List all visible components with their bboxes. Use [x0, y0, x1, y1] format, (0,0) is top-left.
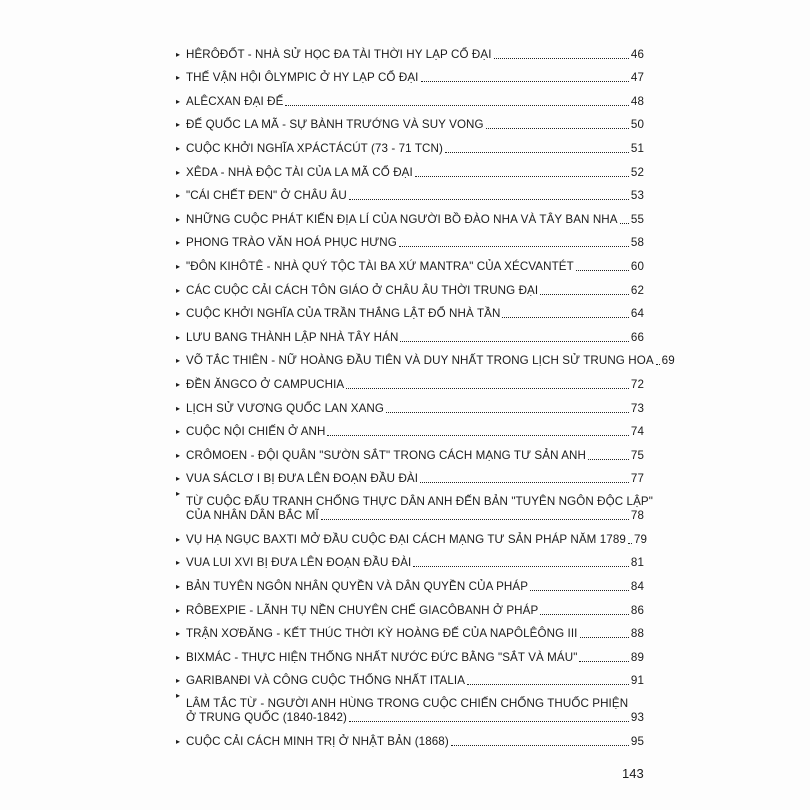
toc-entry: [176, 227, 644, 251]
toc-entry-title: "CÁI CHẾT ĐEN" Ở CHÂU ÂU: [186, 189, 347, 203]
toc-entry: [176, 62, 644, 86]
dot-leader: [285, 105, 628, 106]
page-number: 143: [622, 766, 644, 781]
dot-leader: [420, 482, 629, 483]
bullet-arrow-icon: ▸: [176, 261, 181, 271]
toc-entry-title: VÕ TẮC THIÊN - NỮ HOÀNG ĐẦU TIÊN VÀ DUY NHẤT TRONG LỊCH SỬ TRUNG HOA: [186, 354, 654, 368]
toc-entry-page: 91: [630, 674, 644, 688]
bullet-arrow-icon: ▸: [176, 356, 181, 366]
dot-leader: [413, 566, 629, 567]
toc-entry-title: LÂM TẮC TỪ - NGƯỜI ANH HÙNG TRONG CUỘC CHIẾN CHỐNG THUỐC PHIỆN: [186, 697, 629, 711]
dot-leader: [620, 223, 629, 224]
dot-leader: [445, 152, 629, 153]
dot-leader: [530, 590, 629, 591]
table-of-contents: [176, 38, 675, 749]
toc-entry-title: PHONG TRÀO VĂN HOÁ PHỤC HƯNG: [186, 236, 397, 250]
bullet-arrow-icon: ▸: [176, 285, 181, 295]
dot-leader: [540, 614, 629, 615]
toc-entry-page: 50: [630, 118, 644, 132]
dot-leader: [349, 199, 629, 200]
toc-entry-page: 46: [630, 47, 644, 61]
toc-entry-title: HÊRÔĐỐT - NHÀ SỬ HỌC ĐA TÀI THỜI HY LẠP CỔ ĐẠI: [186, 47, 492, 61]
bullet-arrow-icon: ▸: [176, 652, 181, 662]
dot-leader: [451, 745, 629, 746]
bullet-arrow-icon: ▸: [176, 403, 181, 413]
bullet-arrow-icon: ▸: [176, 629, 181, 639]
toc-entry-title: NHỮNG CUỘC PHÁT KIẾN ĐỊA LÍ CỦA NGƯỜI BỒ ĐÀO NHA VÀ TÂY BAN NHA: [186, 212, 618, 226]
toc-entry-page: 48: [630, 94, 644, 108]
bullet-arrow-icon: ▸: [176, 582, 181, 592]
toc-entry-page: 55: [630, 212, 644, 226]
toc-entry-page: 72: [630, 377, 644, 391]
toc-entry-page: 64: [630, 307, 644, 321]
toc-entry: [176, 203, 644, 227]
dot-leader: [415, 176, 629, 177]
bullet-arrow-icon: ▸: [176, 167, 181, 177]
dot-leader: [421, 81, 629, 82]
toc-entry-page: 51: [630, 141, 644, 155]
toc-entry-page: 93: [630, 711, 644, 725]
dot-leader: [540, 294, 629, 295]
toc-entry-title-continued: Ở TRUNG QUỐC (1840-1842): [186, 711, 347, 725]
dot-leader: [467, 684, 629, 685]
bullet-arrow-icon: ▸: [176, 49, 181, 59]
bullet-arrow-icon: ▸: [176, 737, 181, 747]
toc-entry-title: THẾ VẬN HỘI ÔLYMPIC Ở HY LẠP CỔ ĐẠI: [186, 71, 419, 85]
bullet-arrow-icon: ▸: [176, 238, 181, 248]
toc-entry: [176, 594, 644, 618]
toc-entry-page: 62: [630, 283, 644, 297]
toc-entry: [176, 132, 644, 156]
toc-entry: [176, 486, 653, 523]
toc-entry-page: 52: [630, 165, 644, 179]
bullet-arrow-icon: ▸: [176, 676, 181, 686]
toc-entry-page: 73: [630, 401, 644, 415]
dot-leader: [656, 364, 660, 365]
bullet-arrow-icon: ▸: [176, 474, 181, 484]
toc-entry: [176, 641, 644, 665]
toc-entry: [176, 368, 644, 392]
toc-entry-title: CUỘC NỘI CHIẾN Ở ANH: [186, 425, 326, 439]
bullet-arrow-icon: ▸: [176, 558, 181, 568]
toc-entry: [176, 156, 644, 180]
toc-entry-title: "ĐÔN KIHÔTÊ - NHÀ QUÝ TỘC TÀI BA XỨ MANTRA" CỦA XÉCVANTÉT: [186, 259, 574, 273]
bullet-arrow-icon: ▸: [176, 379, 181, 389]
dot-leader: [321, 519, 629, 520]
toc-entry-title: TRẬN XƠĐĂNG - KẾT THÚC THỜI KỲ HOÀNG ĐẾ CỦA NAPÔLÊÔNG III: [186, 627, 578, 641]
toc-entry: [176, 439, 644, 463]
toc-entry-title: XÊDA - NHÀ ĐỘC TÀI CỦA LA MÃ CỔ ĐẠI: [186, 165, 413, 179]
dot-leader: [579, 661, 628, 662]
toc-entry-title: VỤ HẠ NGỤC BAXTI MỞ ĐẦU CUỘC ĐẠI CÁCH MẠNG TƯ SẢN PHÁP NĂM 1789: [186, 532, 626, 546]
bullet-arrow-icon: ▸: [176, 309, 181, 319]
toc-entry-page: 84: [630, 580, 644, 594]
dot-leader: [327, 435, 628, 436]
toc-entry: [176, 321, 644, 345]
toc-entry-title: RÔBEXPIE - LÃNH TỤ NỀN CHUYÊN CHẾ GIACÔBANH Ở PHÁP: [186, 603, 539, 617]
toc-entry-page: 95: [630, 735, 644, 749]
toc-entry-title: CUỘC KHỞI NGHĨA XPÁCTÁCÚT (73 - 71 TCN): [186, 141, 443, 155]
toc-entry: [176, 618, 644, 642]
toc-entry: [176, 688, 644, 725]
toc-entry: [176, 109, 644, 133]
toc-entry: [176, 392, 644, 416]
toc-entry-title: GARIBANĐI VÀ CÔNG CUỘC THỐNG NHẤT ITALIA: [186, 674, 466, 688]
toc-entry-title: BIXMÁC - THỰC HIỆN THỐNG NHẤT NƯỚC ĐỨC BẰNG "SẮT VÀ MÁU": [186, 650, 578, 664]
toc-entry: [176, 570, 644, 594]
toc-entry: [176, 345, 675, 369]
bullet-arrow-icon: ▸: [176, 450, 181, 460]
toc-entry: [176, 416, 644, 440]
bullet-arrow-icon: ▸: [176, 96, 181, 106]
bullet-arrow-icon: ▸: [176, 120, 181, 130]
toc-entry-title: CUỘC KHỞI NGHĨA CỦA TRẦN THẮNG LẬT ĐỔ NHÀ TẦN: [186, 307, 501, 321]
toc-entry: [176, 180, 644, 204]
toc-entry-title: CRÔMOEN - ĐỘI QUÂN "SƯỜN SẮT" TRONG CÁCH MẠNG TƯ SẢN ANH: [186, 448, 587, 462]
bullet-arrow-icon: ▸: [176, 534, 181, 544]
toc-entry-title: CÁC CUỘC CẢI CÁCH TÔN GIÁO Ở CHÂU ÂU THỜI TRUNG ĐẠI: [186, 283, 539, 297]
dot-leader: [346, 388, 629, 389]
bullet-arrow-icon: ▸: [176, 605, 181, 615]
dot-leader: [400, 341, 628, 342]
dot-leader: [386, 412, 629, 413]
toc-entry-title: LƯU BANG THÀNH LẬP NHÀ TÂY HÁN: [186, 330, 399, 344]
toc-entry-title: BẢN TUYÊN NGÔN NHÂN QUYỀN VÀ DÂN QUYỀN CỦA PHÁP: [186, 580, 529, 594]
toc-entry: [176, 463, 644, 487]
dot-leader: [399, 246, 629, 247]
toc-entry-page: 77: [630, 472, 644, 486]
toc-entry-title: ALÊCXAN ĐẠI ĐẾ: [186, 94, 284, 108]
toc-entry: [176, 547, 644, 571]
bullet-arrow-icon: ▸: [176, 191, 181, 201]
toc-entry-title: ĐẾ QUỐC LA MÃ - SỰ BÀNH TRƯỚNG VÀ SUY VONG: [186, 118, 484, 132]
dot-leader: [349, 721, 629, 722]
toc-entry: [176, 38, 644, 62]
bullet-arrow-icon: ▸: [176, 489, 181, 499]
toc-entry-page: 79: [633, 532, 648, 546]
toc-entry-page: 58: [630, 236, 644, 250]
toc-entry-page: 53: [630, 189, 644, 203]
dot-leader: [588, 459, 629, 460]
toc-entry-title: VUA SÁCLƠ I BỊ ĐƯA LÊN ĐOẠN ĐẦU ĐÀI: [186, 472, 419, 486]
toc-entry: [176, 298, 644, 322]
toc-entry-page: 75: [630, 448, 644, 462]
toc-entry-page: 47: [630, 71, 644, 85]
toc-entry-page: 60: [630, 259, 644, 273]
bullet-arrow-icon: ▸: [176, 691, 181, 701]
toc-entry-page: 88: [630, 627, 644, 641]
toc-entry-title: TỪ CUỘC ĐẤU TRANH CHỐNG THỰC DÂN ANH ĐẾN BẢN "TUYÊN NGÔN ĐỘC LẬP": [186, 495, 653, 509]
toc-entry-page: 86: [630, 603, 644, 617]
dot-leader: [628, 543, 632, 544]
bullet-arrow-icon: ▸: [176, 214, 181, 224]
toc-entry: [176, 665, 644, 689]
toc-entry-title: VUA LUI XVI BỊ ĐƯA LÊN ĐOẠN ĐẦU ĐÀI: [186, 556, 412, 570]
bullet-arrow-icon: ▸: [176, 73, 181, 83]
toc-entry: [176, 523, 648, 547]
toc-entry: [176, 725, 644, 749]
toc-entry-title-continued: CỦA NHÂN DÂN BẮC MĨ: [186, 509, 319, 523]
toc-entry-title: ĐỀN ĂNGCO Ở CAMPUCHIA: [186, 377, 345, 391]
toc-entry: [176, 250, 644, 274]
dot-leader: [580, 637, 629, 638]
toc-entry-page: 74: [630, 425, 644, 439]
bullet-arrow-icon: ▸: [176, 143, 181, 153]
dot-leader: [494, 58, 629, 59]
bullet-arrow-icon: ▸: [176, 332, 181, 342]
toc-entry-page: 66: [630, 330, 644, 344]
toc-entry-title: LỊCH SỬ VƯƠNG QUỐC LAN XANG: [186, 401, 385, 415]
toc-entry-title: CUỘC CẢI CÁCH MINH TRỊ Ở NHẬT BẢN (1868): [186, 735, 449, 749]
toc-entry: [176, 85, 644, 109]
dot-leader: [486, 128, 629, 129]
toc-entry-page: 81: [630, 556, 644, 570]
toc-entry: [176, 274, 644, 298]
dot-leader: [576, 270, 629, 271]
toc-entry-page: 89: [630, 650, 644, 664]
dot-leader: [502, 317, 628, 318]
bullet-arrow-icon: ▸: [176, 427, 181, 437]
toc-entry-page: 69: [661, 354, 675, 368]
toc-entry-page: 78: [630, 509, 644, 523]
